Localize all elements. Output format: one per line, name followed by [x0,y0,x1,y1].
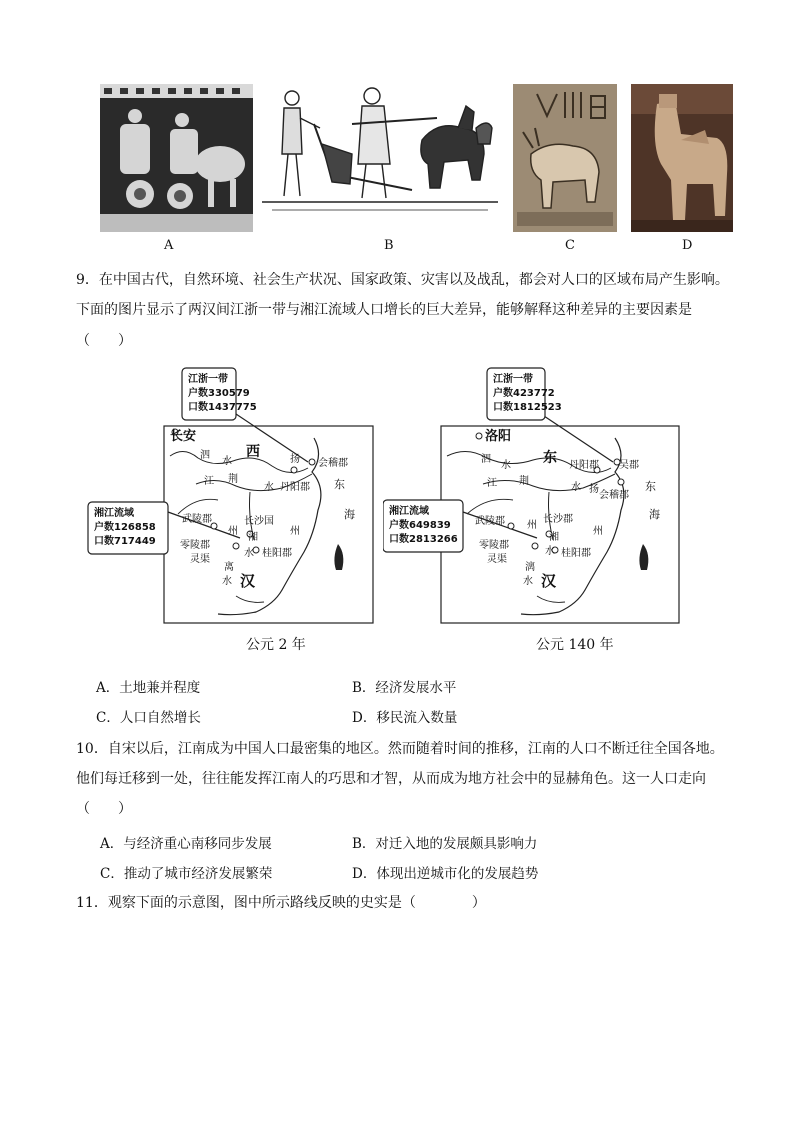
map1-xj-households: 户数126858 [94,522,156,533]
q9-option-c[interactable]: C．人口自然增长 [96,710,201,726]
map1-label-si: 泗 [200,450,210,461]
map2-label-lingqu: 灵渠 [487,554,507,565]
map2-label-shui2: 水 [571,482,581,493]
map1-dynasty-2: 汉 [240,572,256,590]
map-eastern-han [383,364,683,626]
map2-capital: 洛阳 [485,429,512,444]
map2-label-jing: 荆 [519,476,529,487]
image-a-chariot-panel [100,84,253,232]
map1-xj-population: 口数717449 [94,536,156,547]
map1-label-guiyang: 桂阳郡 [262,548,292,559]
question-10-line-1: 10．自宋以后，江南成为中国人口最密集的地区。然而随着时间的推移，江南的人口不断迁往全国各地。 [76,741,724,757]
map1-label-shui3: 水 [244,548,254,559]
map2-xj-title: 湘江流域 [389,506,429,517]
question-9-answer-bracket: （ ） [76,333,132,349]
q9-option-a[interactable]: A．土地兼并程度 [96,680,201,696]
question-11-line-1: 11．观察下面的示意图，图中所示路线反映的史实是（ ） [76,895,486,911]
map2-xj-population: 口数2813266 [389,534,458,545]
map2-label-wuling: 武陵郡 [475,516,505,527]
map1-label-li: 离 [224,562,234,573]
map2-label-xiang: 湘 [549,532,559,543]
image-d-label: D [682,238,693,253]
map1-label-danyang: 丹阳郡 [280,482,310,493]
q10-option-d[interactable]: D．体现出逆城市化的发展趋势 [352,866,539,882]
map1-label-xiang: 湘 [248,532,258,543]
map1-label-hai: 海 [344,508,355,521]
map1-label-shui1: 水 [222,456,232,467]
map1-label-lingling: 零陵郡 [180,540,210,551]
map2-label-shui3: 水 [545,546,555,557]
question-9-line-2: 下面的图片显示了两汉间江浙一带与湘江流域人口增长的巨大差异，能够解释这种差异的主要因素是 [76,302,692,318]
map2-label-shui4: 水 [523,576,533,587]
image-b-label: B [384,238,394,253]
map1-label-zhou1: 州 [228,526,238,537]
map2-label-wujun: 吴郡 [619,460,639,471]
map2-label-zhou1: 州 [527,520,537,531]
q10-option-c[interactable]: C．推动了城市经济发展繁荣 [100,866,273,882]
question-10-answer-bracket: （ ） [76,801,132,817]
map1-label-shui2: 水 [264,482,274,493]
map2-label-lingling: 零陵郡 [479,540,509,551]
map1-label-wuling: 武陵郡 [182,514,212,525]
map2-caption: 公元 140 年 [536,637,614,653]
map2-label-shui1: 水 [501,460,511,471]
question-9-line-1: 9．在中国古代，自然环境、社会生产状况、国家政策、灾害以及战乱，都会对人口的区域布局产生影响。 [76,272,729,288]
image-d-lamassu-statue [631,84,733,232]
map1-label-yang: 扬 [290,454,300,465]
map-western-han [86,364,380,626]
map2-label-dong: 东 [645,480,656,493]
map2-label-kuaiji: 会稽郡 [599,490,629,501]
q9-option-b[interactable]: B．经济发展水平 [352,680,457,696]
map2-label-jiang: 江 [487,478,497,489]
map1-label-jing: 荆 [228,474,238,485]
map1-label-changsha: 长沙国 [244,516,274,527]
map1-capital: 长安 [170,429,197,444]
map1-caption: 公元 2 年 [246,637,306,653]
map1-label-lingqu: 灵渠 [190,554,210,565]
map1-jz-title: 江浙一带 [188,374,228,385]
map1-label-dong: 东 [334,478,345,491]
map1-jz-population: 口数1437775 [188,402,257,413]
map2-label-danyang: 丹阳郡 [569,460,599,471]
map2-jz-population: 口数1812523 [493,402,562,413]
map1-label-shui4: 水 [222,576,232,587]
image-c-label: C [565,238,575,253]
image-c-seal-relief [513,84,617,232]
map1-label-jiang: 江 [204,476,214,487]
map2-label-yang: 扬 [589,484,599,495]
map1-xj-title: 湘江流域 [94,508,134,519]
map1-label-kuaiji: 会稽郡 [318,458,348,469]
map2-label-changsha: 长沙郡 [543,514,573,525]
map2-label-hai: 海 [649,508,660,521]
map2-xj-households: 户数649839 [389,520,451,531]
question-10-line-2: 他们每迁移到一处，往往能发挥江南人的巧思和才智，从而成为地方社会中的显赫角色。这一人口走向 [76,771,706,787]
map2-label-guiyang: 桂阳郡 [561,548,591,559]
map2-label-li: 漓 [525,562,535,573]
map1-jz-households: 户数330579 [188,388,250,399]
map2-dynasty-2: 汉 [541,572,557,590]
map2-jz-title: 江浙一带 [493,374,533,385]
image-a-label: A [164,238,174,253]
image-b-plough-drawing [262,84,498,232]
map2-label-zhou2: 州 [593,526,603,537]
q10-option-a[interactable]: A．与经济重心南移同步发展 [100,836,272,852]
map2-jz-households: 户数423772 [493,388,555,399]
q9-option-d[interactable]: D．移民流入数量 [352,710,458,726]
map2-dynasty-1: 东 [543,450,557,466]
map1-label-zhou2: 州 [290,526,300,537]
map1-dynasty-1: 西 [246,444,260,460]
map2-label-si: 泗 [481,454,491,465]
q10-option-b[interactable]: B．对迁入地的发展颇具影响力 [352,836,538,852]
